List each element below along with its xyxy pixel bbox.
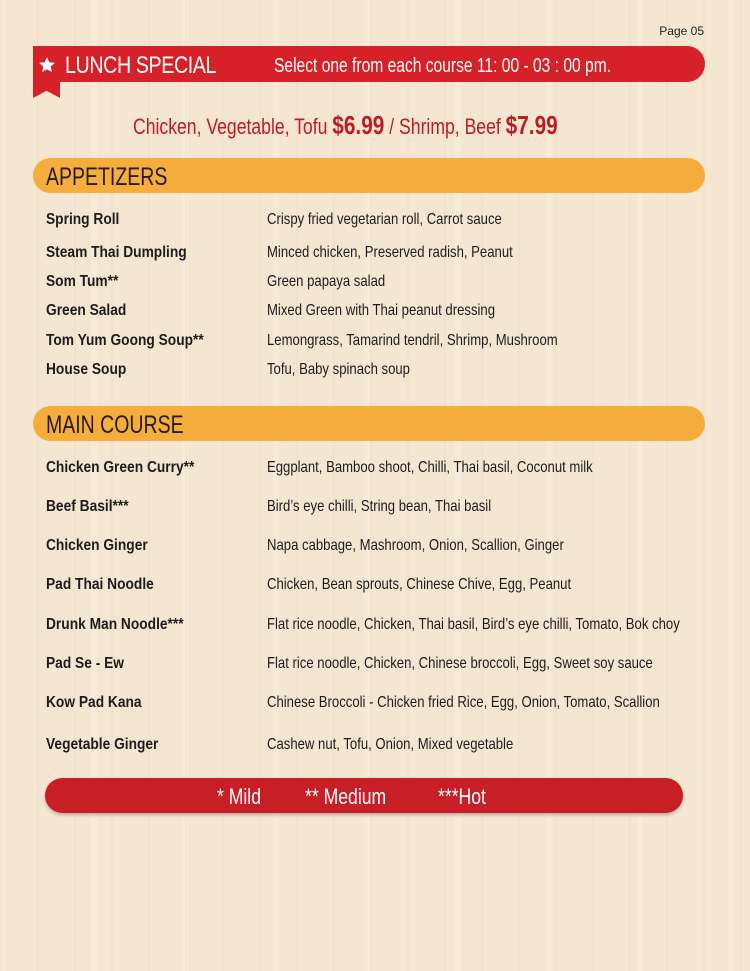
menu-item-name: Tom Yum Goong Soup** bbox=[46, 332, 204, 349]
page-number: Page 05 bbox=[659, 24, 704, 38]
menu-item-description: Green papaya salad bbox=[267, 273, 386, 290]
menu-item bbox=[46, 736, 706, 758]
menu-item-description: Crispy fried vegetarian roll, Carrot sauce bbox=[267, 211, 502, 228]
appetizers-header bbox=[33, 158, 705, 193]
menu-item-name: House Soup bbox=[46, 361, 127, 378]
menu-item bbox=[46, 273, 706, 295]
legend-hot: ***Hot bbox=[438, 784, 486, 809]
menu-item-name: Beef Basil*** bbox=[46, 498, 129, 515]
menu-item bbox=[46, 616, 706, 638]
menu-item bbox=[46, 332, 706, 354]
price-group1-value: $6.99 bbox=[332, 110, 385, 140]
banner-title: LUNCH SPECIAL bbox=[65, 52, 217, 79]
menu-item bbox=[46, 244, 706, 266]
menu-item-name: Chicken Ginger bbox=[46, 537, 148, 554]
menu-item-name: Chicken Green Curry** bbox=[46, 459, 195, 476]
menu-item bbox=[46, 302, 706, 324]
banner-subtitle: Select one from each course 11: 00 - 03 : 00 pm. bbox=[274, 55, 612, 77]
menu-item bbox=[46, 694, 706, 716]
menu-item-name: Vegetable Ginger bbox=[46, 736, 159, 753]
menu-item-name: Pad Thai Noodle bbox=[46, 576, 154, 593]
menu-item-description: Minced chicken, Preserved radish, Peanut bbox=[267, 244, 513, 261]
star-icon bbox=[38, 56, 56, 74]
menu-item bbox=[46, 211, 706, 233]
menu-item-name: Spring Roll bbox=[46, 211, 120, 228]
price-line bbox=[133, 110, 558, 141]
menu-item-description: Eggplant, Bamboo shoot, Chilli, Thai basil, Coconut milk bbox=[267, 459, 593, 476]
menu-item-description: Napa cabbage, Mashroom, Onion, Scallion, Ginger bbox=[267, 537, 564, 554]
price-separator: / bbox=[384, 114, 400, 139]
menu-item-description: Chinese Broccoli - Chicken fried Rice, Egg, Onion, Tomato, Scallion bbox=[267, 694, 660, 711]
legend-medium: ** Medium bbox=[305, 784, 387, 809]
menu-item-name: Som Tum** bbox=[46, 273, 119, 290]
price-group2-label: Shrimp, Beef bbox=[399, 114, 501, 139]
menu-item bbox=[46, 459, 706, 481]
menu-item-description: Flat rice noodle, Chicken, Chinese broccoli, Egg, Sweet soy sauce bbox=[267, 655, 653, 672]
menu-item-description: Cashew nut, Tofu, Onion, Mixed vegetable bbox=[267, 736, 514, 753]
menu-item-name: Pad Se - Ew bbox=[46, 655, 125, 672]
spice-legend bbox=[45, 778, 683, 813]
menu-item bbox=[46, 498, 706, 520]
price-group2-value: $7.99 bbox=[505, 110, 558, 140]
menu-item-description: Flat rice noodle, Chicken, Thai basil, Bird’s eye chilli, Tomato, Bok choy bbox=[267, 616, 680, 633]
menu-item-name: Green Salad bbox=[46, 302, 127, 319]
menu-item bbox=[46, 361, 706, 383]
menu-item-name: Kow Pad Kana bbox=[46, 694, 142, 711]
lunch-special-banner bbox=[33, 46, 705, 82]
main-course-title: MAIN COURSE bbox=[46, 411, 184, 439]
menu-item-description: Bird’s eye chilli, String bean, Thai basil bbox=[267, 498, 492, 515]
price-group1-label: Chicken, Vegetable, Tofu bbox=[133, 114, 328, 139]
menu-item-name: Drunk Man Noodle*** bbox=[46, 616, 184, 633]
menu-item-description: Tofu, Baby spinach soup bbox=[267, 361, 410, 378]
menu-item-description: Lemongrass, Tamarind tendril, Shrimp, Mushroom bbox=[267, 332, 558, 349]
menu-item-description: Chicken, Bean sprouts, Chinese Chive, Egg, Peanut bbox=[267, 576, 572, 593]
appetizers-title: APPETIZERS bbox=[46, 163, 168, 191]
menu-item-name: Steam Thai Dumpling bbox=[46, 244, 187, 261]
menu-item-description: Mixed Green with Thai peanut dressing bbox=[267, 302, 496, 319]
menu-item bbox=[46, 537, 706, 559]
menu-item bbox=[46, 655, 706, 677]
legend-mild: * Mild bbox=[217, 784, 262, 809]
main-course-header bbox=[33, 406, 705, 441]
menu-item bbox=[46, 576, 706, 598]
